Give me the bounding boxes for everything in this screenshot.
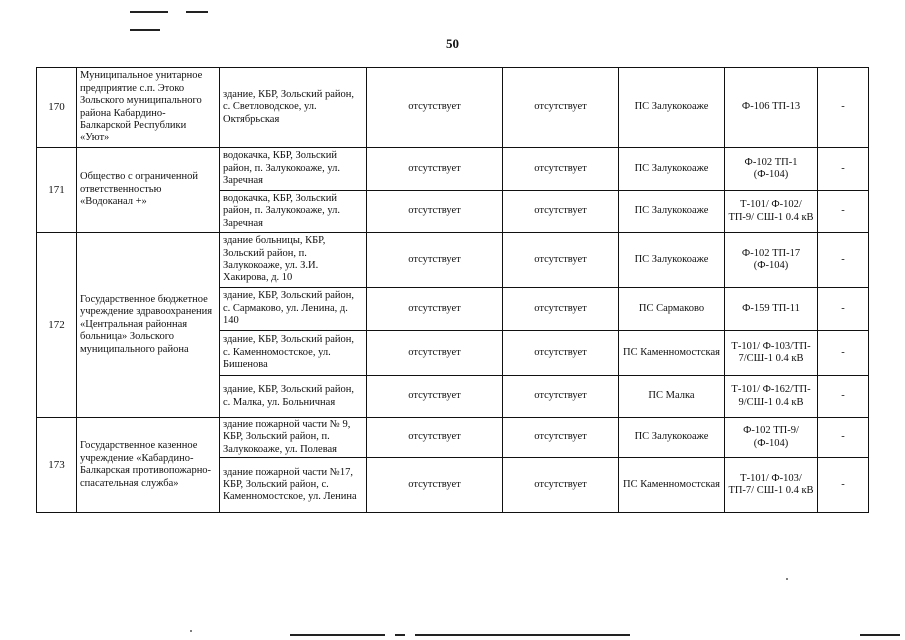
scan-speck bbox=[786, 578, 788, 580]
object-address: здание пожарной части №17, КБР, Зольский район, с. Каменномостское, ул. Ленина bbox=[220, 458, 367, 513]
feeder: Ф-106 ТП-13 bbox=[725, 68, 818, 148]
organization-name: Муниципальное унитарное предприятие с.п. Этоко Зольского муниципального района Кабардино-Балкарской Республики «Уют» bbox=[77, 68, 220, 148]
cell-last: - bbox=[818, 68, 869, 148]
substation: ПС Залукокоаже bbox=[619, 418, 725, 458]
cell-status-1: отсутствует bbox=[367, 68, 503, 148]
feeder: Т-101/ Ф-103/ТП-7/ СШ-1 0.4 кВ bbox=[725, 458, 818, 513]
cell-status-2: отсутствует bbox=[503, 148, 619, 191]
cell-last: - bbox=[818, 331, 869, 376]
object-address: здание, КБР, Зольский район, с. Сармаково, ул. Ленина, д. 140 bbox=[220, 288, 367, 331]
feeder: Ф-159 ТП-11 bbox=[725, 288, 818, 331]
feeder: Т-101/ Ф-103/ТП- 7/СШ-1 0.4 кВ bbox=[725, 331, 818, 376]
table-row bbox=[37, 68, 869, 148]
substation: ПС Залукокоаже bbox=[619, 191, 725, 233]
substation: ПС Залукокоаже bbox=[619, 148, 725, 191]
cell-status-2: отсутствует bbox=[503, 331, 619, 376]
object-address: водокачка, КБР, Зольский район, п. Залукокоаже, ул. Заречная bbox=[220, 191, 367, 233]
organization-name: Государственное казенное учреждение «Кабардино-Балкарская противопожарно-спасательная служба» bbox=[77, 418, 220, 513]
table-row bbox=[37, 418, 869, 458]
registry-table bbox=[36, 67, 869, 513]
cell-status-1: отсутствует bbox=[367, 191, 503, 233]
row-number: 173 bbox=[37, 418, 77, 513]
object-address: здание, КБР, Зольский район, с. Каменномостское, ул. Бишенова bbox=[220, 331, 367, 376]
cell-last: - bbox=[818, 148, 869, 191]
feeder: Ф-102 ТП-9/ (Ф-104) bbox=[725, 418, 818, 458]
object-address: водокачка, КБР, Зольский район, п. Залукокоаже, ул. Заречная bbox=[220, 148, 367, 191]
scan-artifact-bottom bbox=[290, 634, 630, 637]
cell-status-2: отсутствует bbox=[503, 458, 619, 513]
object-address: здание пожарной части № 9, КБР, Зольский район, п. Залукокоаже, ул. Полевая bbox=[220, 418, 367, 458]
page-number: 50 bbox=[446, 36, 459, 51]
substation: ПС Сармаково bbox=[619, 288, 725, 331]
row-number: 171 bbox=[37, 148, 77, 233]
cell-status-2: отсутствует bbox=[503, 418, 619, 458]
cell-status-1: отсутствует bbox=[367, 233, 503, 288]
object-address: здание, КБР, Зольский район, с. Малка, ул. Больничная bbox=[220, 376, 367, 418]
cell-last: - bbox=[818, 418, 869, 458]
cell-status-2: отсутствует bbox=[503, 376, 619, 418]
cell-last: - bbox=[818, 288, 869, 331]
cell-status-2: отсутствует bbox=[503, 68, 619, 148]
object-address: здание, КБР, Зольский район, с. Светловодское, ул. Октябрьская bbox=[220, 68, 367, 148]
row-number: 172 bbox=[37, 233, 77, 418]
organization-name: Общество с ограниченной ответственностью «Водоканал +» bbox=[77, 148, 220, 233]
feeder: Ф-102 ТП-17 (Ф-104) bbox=[725, 233, 818, 288]
object-address: здание больницы, КБР, Зольский район, п. Залукокоаже, ул. З.И. Хакирова, д. 10 bbox=[220, 233, 367, 288]
substation: ПС Залукокоаже bbox=[619, 68, 725, 148]
feeder: Т-101/ Ф-162/ТП- 9/СШ-1 0.4 кВ bbox=[725, 376, 818, 418]
cell-last: - bbox=[818, 458, 869, 513]
cell-status-2: отсутствует bbox=[503, 191, 619, 233]
cell-status-2: отсутствует bbox=[503, 233, 619, 288]
row-number: 170 bbox=[37, 68, 77, 148]
table-row bbox=[37, 233, 869, 288]
cell-status-1: отсутствует bbox=[367, 288, 503, 331]
feeder: Т-101/ Ф-102/ТП-9/ СШ-1 0.4 кВ bbox=[725, 191, 818, 233]
cell-status-1: отсутствует bbox=[367, 331, 503, 376]
organization-name: Государственное бюджетное учреждение здравоохранения «Центральная районная больница» Зольского муниципального района bbox=[77, 233, 220, 418]
cell-status-2: отсутствует bbox=[503, 288, 619, 331]
cell-status-1: отсутствует bbox=[367, 418, 503, 458]
cell-status-1: отсутствует bbox=[367, 148, 503, 191]
substation: ПС Каменномостская bbox=[619, 458, 725, 513]
scan-artifact-bottom-right bbox=[860, 634, 900, 636]
substation: ПС Каменномостская bbox=[619, 331, 725, 376]
substation: ПС Залукокоаже bbox=[619, 233, 725, 288]
cell-status-1: отсутствует bbox=[367, 458, 503, 513]
cell-last: - bbox=[818, 376, 869, 418]
substation: ПС Малка bbox=[619, 376, 725, 418]
cell-status-1: отсутствует bbox=[367, 376, 503, 418]
feeder: Ф-102 ТП-1 (Ф-104) bbox=[725, 148, 818, 191]
cell-last: - bbox=[818, 191, 869, 233]
scan-artifact-top bbox=[130, 0, 270, 3]
table-row bbox=[37, 148, 869, 191]
cell-last: - bbox=[818, 233, 869, 288]
scan-speck bbox=[190, 630, 192, 632]
